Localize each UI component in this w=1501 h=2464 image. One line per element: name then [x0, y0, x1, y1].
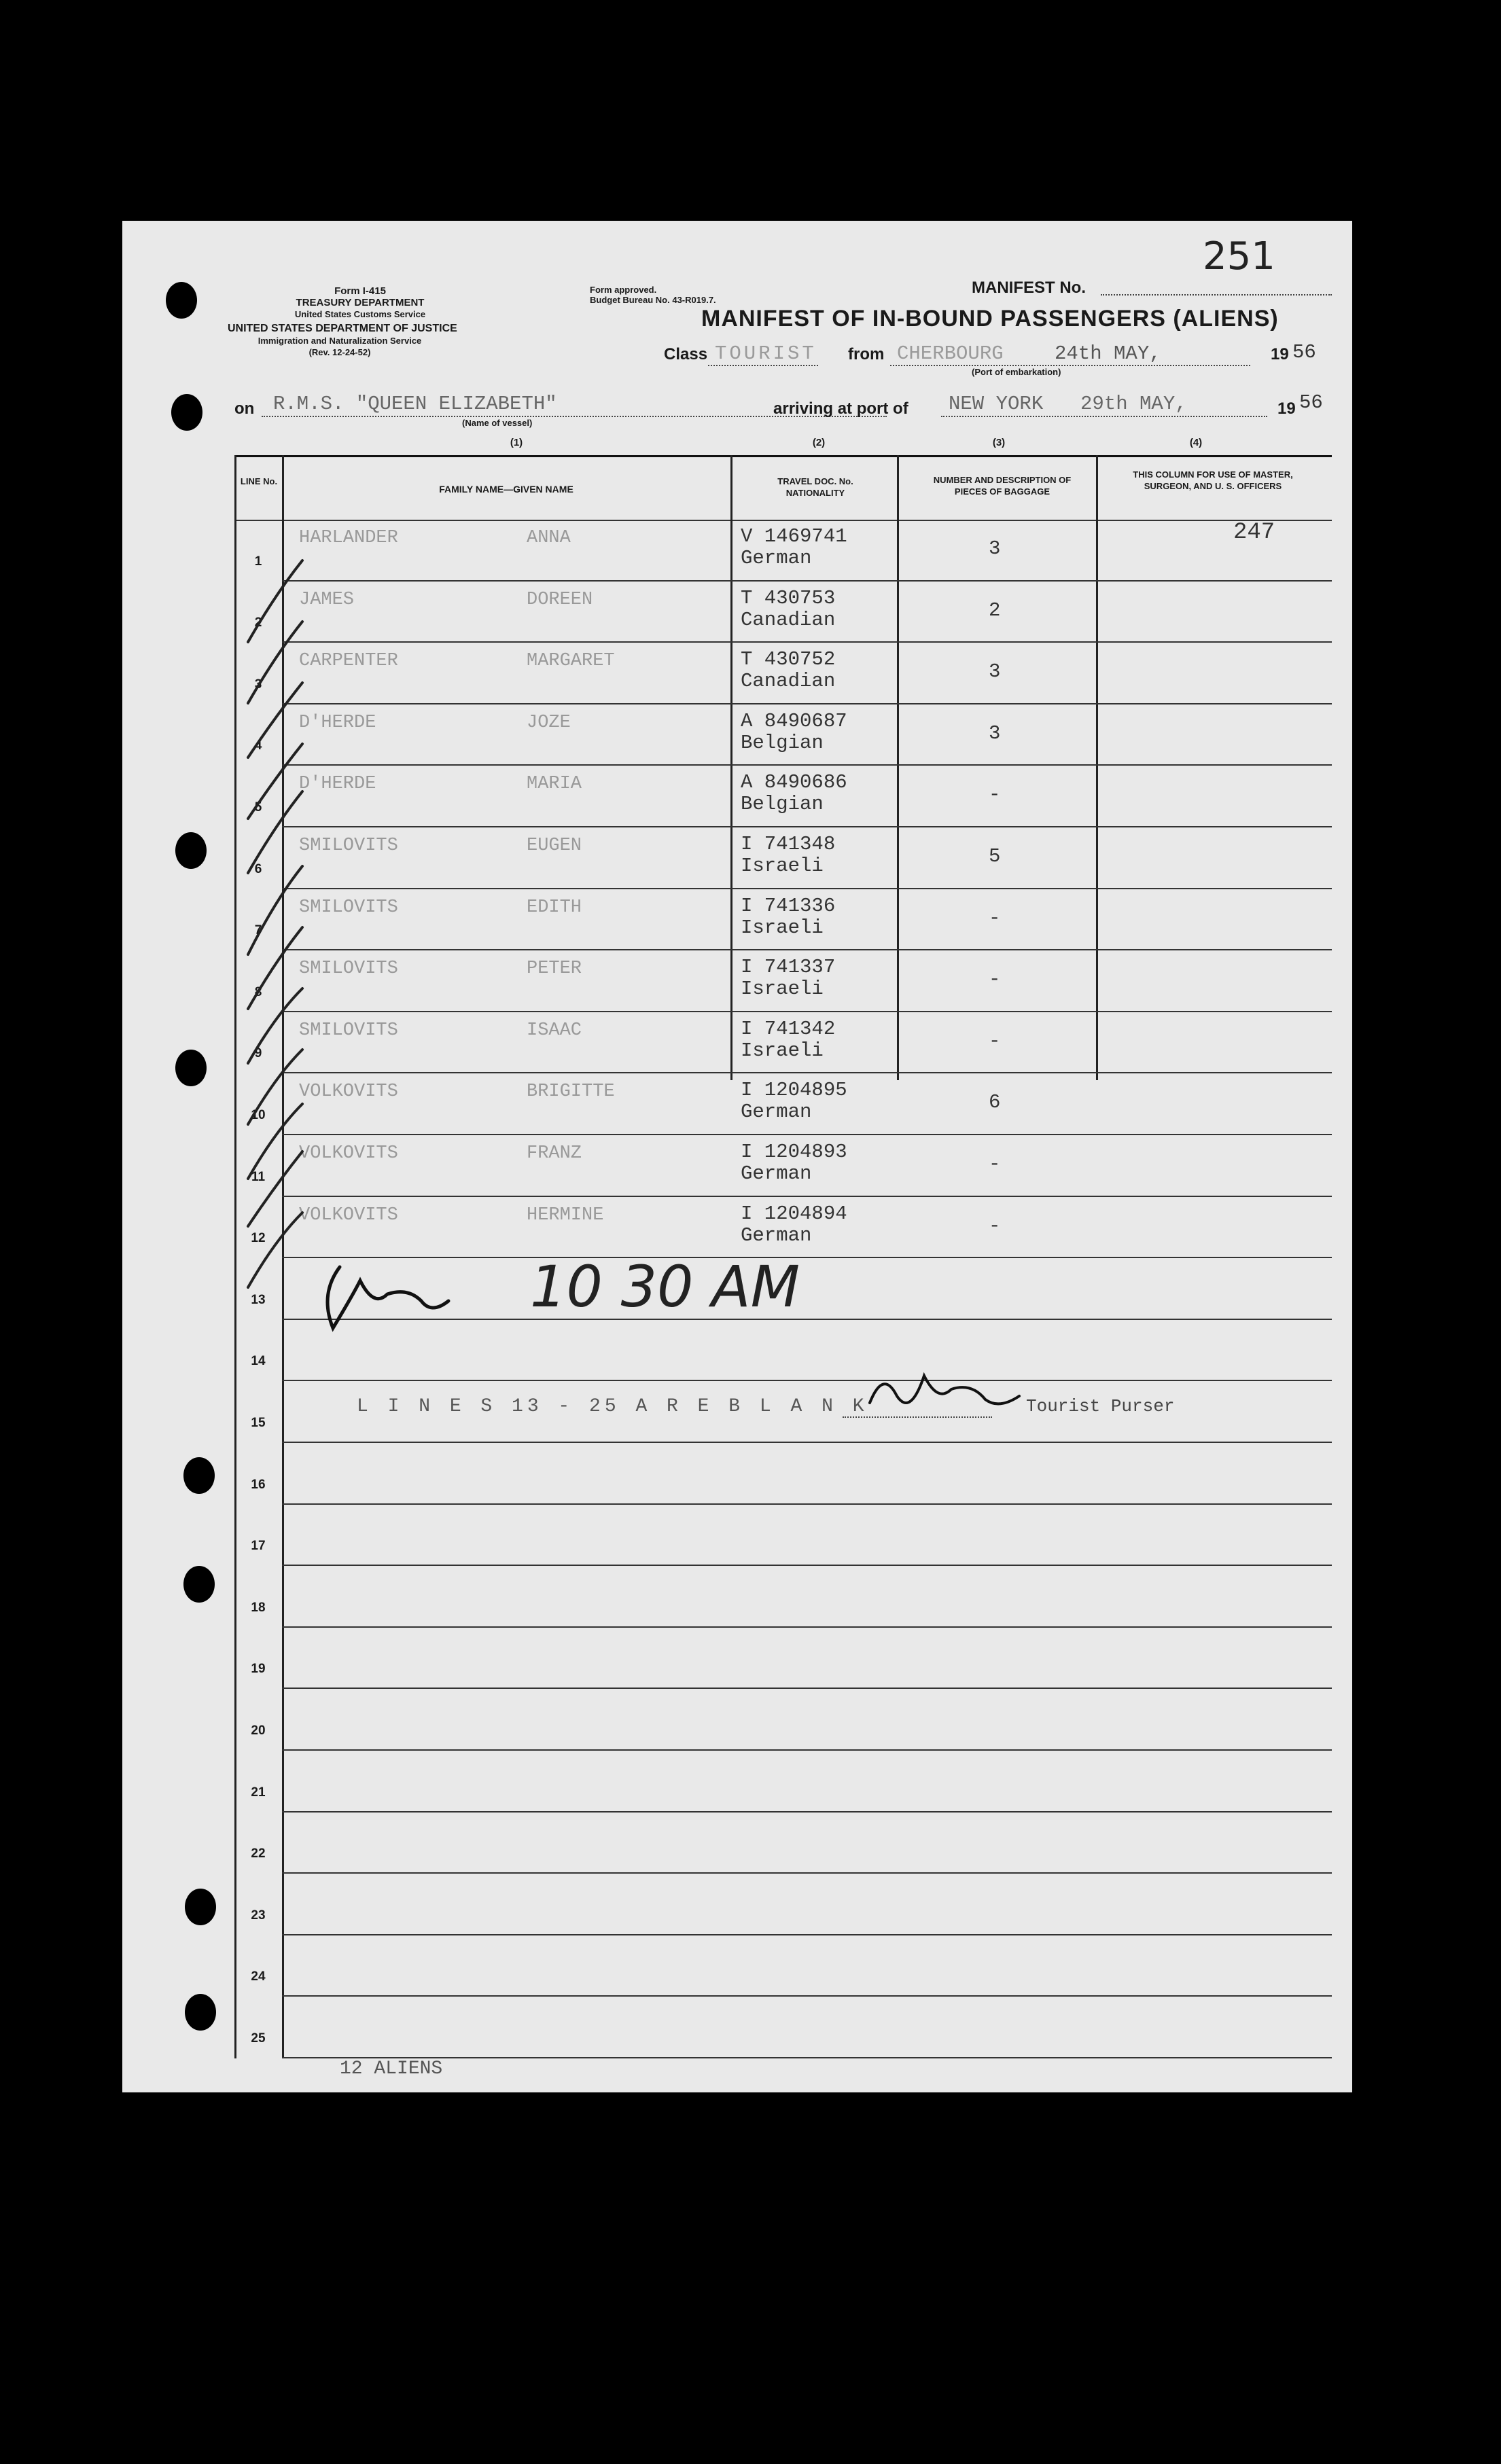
- table-row: [234, 1505, 1332, 1567]
- embarkation-date: 24th MAY,: [1055, 342, 1161, 365]
- embarkation-port: CHERBOURG: [897, 342, 1004, 365]
- line-number: 6: [254, 861, 262, 876]
- travel-doc-number: I 741336: [741, 894, 836, 917]
- given-name: DOREEN: [527, 589, 593, 610]
- officer-note: 247: [1233, 520, 1275, 546]
- family-name: VOLKOVITS: [299, 1204, 398, 1226]
- line-number: 21: [251, 1785, 266, 1800]
- table-row: [234, 1689, 1332, 1751]
- nationality: German: [741, 1101, 812, 1124]
- table-row: [234, 766, 1332, 827]
- given-name: HERMINE: [527, 1204, 604, 1226]
- column-1-number: (1): [510, 437, 523, 448]
- arrival-year-prefix: 19: [1277, 399, 1296, 418]
- table-row: [234, 582, 1332, 643]
- travel-doc-number: I 741337: [741, 956, 836, 979]
- binder-hole: [183, 1566, 215, 1603]
- line-number: 17: [251, 1539, 266, 1554]
- embark-year-prefix: 19: [1271, 345, 1289, 363]
- baggage-header: NUMBER AND DESCRIPTION OF PIECES OF BAGGAGE: [933, 475, 1072, 497]
- given-name: JOZE: [527, 712, 571, 733]
- nationality: Israeli: [741, 855, 824, 877]
- family-name: SMILOVITS: [299, 1020, 398, 1041]
- baggage-count: 5: [989, 845, 1001, 868]
- baggage-count: -: [989, 1029, 1001, 1052]
- table-row: [234, 1935, 1332, 1997]
- binder-hole: [185, 1889, 216, 1925]
- baggage-count: 6: [989, 1091, 1001, 1114]
- form-approved: Form approved.: [590, 285, 657, 295]
- nationality: Israeli: [741, 978, 824, 1001]
- family-name: SMILOVITS: [299, 897, 398, 918]
- embarkation-field-line: [890, 365, 1250, 366]
- class-field-line: [708, 365, 818, 366]
- binder-hole: [175, 832, 207, 869]
- table-row: [234, 1813, 1332, 1874]
- nationality: Israeli: [741, 1039, 824, 1062]
- line-number: 22: [251, 1846, 266, 1861]
- column-4-number: (4): [1189, 437, 1203, 448]
- manifest-sheet: [122, 221, 1352, 2092]
- table-row: [234, 1874, 1332, 1935]
- family-name: VOLKOVITS: [299, 1082, 398, 1103]
- line-number: 11: [251, 1169, 266, 1184]
- ins-label: Immigration and Naturalization Service: [258, 336, 422, 346]
- line-number: 15: [251, 1415, 266, 1430]
- budget-bureau: Budget Bureau No. 43-R019.7.: [590, 295, 716, 305]
- binder-hole: [185, 1994, 216, 2031]
- travel-doc-number: I 1204895: [741, 1079, 847, 1102]
- travel-doc-number: T 430752: [741, 648, 836, 671]
- binder-hole: [171, 394, 202, 431]
- travel-doc-number: I 741342: [741, 1017, 836, 1040]
- line-number: 18: [251, 1600, 266, 1615]
- family-name: D'HERDE: [299, 774, 376, 795]
- arriving-label: arriving at port of: [773, 399, 908, 418]
- form-number: Form I-415: [334, 285, 386, 297]
- checkmark-strokes: [228, 520, 323, 1505]
- travel-doc-number: I 1204893: [741, 1141, 847, 1163]
- given-name: MARGARET: [527, 651, 615, 672]
- family-name: JAMES: [299, 589, 355, 610]
- table-row: [234, 1197, 1332, 1259]
- table-row: [234, 643, 1332, 704]
- binder-hole: [166, 282, 197, 319]
- line-number: 3: [254, 677, 262, 692]
- purser-signature: [856, 1349, 1026, 1423]
- family-name: SMILOVITS: [299, 959, 398, 980]
- line-number: 7: [254, 923, 262, 938]
- column-3-number: (3): [992, 437, 1006, 448]
- table-row: [234, 1566, 1332, 1628]
- table-row: [234, 950, 1332, 1012]
- embarkation-caption: (Port of embarkation): [972, 367, 1061, 377]
- line-number: 1: [254, 554, 262, 569]
- arrival-port: NEW YORK: [949, 393, 1044, 415]
- given-name: EUGEN: [527, 836, 582, 856]
- line-number: 25: [251, 2031, 266, 2046]
- line-number: 20: [251, 1723, 266, 1738]
- name-header: FAMILY NAME—GIVEN NAME: [439, 484, 573, 495]
- table-row: [234, 1135, 1332, 1197]
- baggage-count: -: [989, 1214, 1001, 1237]
- arrival-time-note: 10 30 AM: [530, 1253, 800, 1320]
- line-number: 2: [254, 615, 262, 630]
- line-number: 4: [254, 738, 262, 753]
- manifest-no-label: MANIFEST No.: [972, 279, 1086, 297]
- line-no-header: LINE No.: [240, 476, 278, 486]
- from-label: from: [848, 345, 885, 363]
- table-row: [234, 827, 1332, 889]
- table-row: [234, 704, 1332, 766]
- table-row: [234, 1997, 1332, 2058]
- nationality: German: [741, 547, 812, 569]
- travel-doc-number: A 8490686: [741, 771, 847, 794]
- line-number: 12: [251, 1231, 266, 1246]
- class-label: Class: [664, 345, 708, 363]
- family-name: D'HERDE: [299, 712, 376, 733]
- arrival-date: 29th MAY,: [1080, 393, 1187, 415]
- travel-doc-number: I 741348: [741, 833, 836, 855]
- baggage-count: -: [989, 783, 1001, 806]
- revision-label: (Rev. 12-24-52): [308, 347, 371, 357]
- nationality: German: [741, 1224, 812, 1247]
- nationality: Israeli: [741, 916, 824, 939]
- nationality: Belgian: [741, 731, 824, 754]
- given-name: ANNA: [527, 528, 571, 548]
- family-name: HARLANDER: [299, 528, 398, 548]
- doc-header: TRAVEL DOC. No. NATIONALITY: [777, 476, 853, 498]
- family-name: SMILOVITS: [299, 836, 398, 856]
- blank-lines-notice: L I N E S 13 - 25 A R E B L A N K: [357, 1396, 868, 1417]
- given-name: BRIGITTE: [527, 1082, 615, 1103]
- baggage-count: 3: [989, 537, 1001, 560]
- page-stamp: 251: [1203, 234, 1275, 279]
- nationality: Belgian: [741, 793, 824, 816]
- on-label: on: [234, 399, 255, 418]
- officers-header: THIS COLUMN FOR USE OF MASTER, SURGEON, AND U. S. OFFICERS: [1133, 469, 1293, 491]
- line-number: 10: [251, 1107, 266, 1122]
- customs-label: United States Customs Service: [294, 309, 426, 319]
- line-number: 14: [251, 1354, 266, 1369]
- baggage-count: 2: [989, 599, 1001, 622]
- family-name: VOLKOVITS: [299, 1143, 398, 1164]
- table-row: [234, 1443, 1332, 1505]
- baggage-count: -: [989, 1153, 1001, 1175]
- binder-hole: [175, 1050, 207, 1086]
- table-row: [234, 1012, 1332, 1074]
- baggage-count: 3: [989, 660, 1001, 683]
- line-number: 16: [251, 1477, 266, 1492]
- line-number: 5: [254, 800, 262, 815]
- given-name: MARIA: [527, 774, 582, 795]
- travel-doc-number: I 1204894: [741, 1202, 847, 1225]
- purser-title: Tourist Purser: [1026, 1396, 1175, 1416]
- baggage-count: -: [989, 968, 1001, 991]
- table-row: [234, 1073, 1332, 1135]
- embark-year: 56: [1292, 341, 1316, 363]
- handwritten-initials: [313, 1253, 455, 1342]
- given-name: ISAAC: [527, 1020, 582, 1041]
- line-number: 19: [251, 1662, 266, 1677]
- column-2-number: (2): [812, 437, 826, 448]
- baggage-count: 3: [989, 721, 1001, 745]
- justice-label: UNITED STATES DEPARTMENT OF JUSTICE: [228, 323, 457, 334]
- given-name: PETER: [527, 959, 582, 980]
- document-title: MANIFEST OF IN-BOUND PASSENGERS (ALIENS): [701, 306, 1279, 332]
- table-row: [234, 889, 1332, 951]
- line-number: 8: [254, 984, 262, 999]
- given-name: FRANZ: [527, 1143, 582, 1164]
- table-row: [234, 1751, 1332, 1813]
- travel-doc-number: T 430753: [741, 586, 836, 609]
- travel-doc-number: A 8490687: [741, 709, 847, 732]
- table-row: [234, 520, 1332, 582]
- vessel-caption: (Name of vessel): [462, 418, 533, 428]
- line-number: 23: [251, 1908, 266, 1923]
- given-name: EDITH: [527, 897, 582, 918]
- family-name: CARPENTER: [299, 651, 398, 672]
- manifest-no-field: [1101, 294, 1332, 296]
- baggage-count: -: [989, 906, 1001, 929]
- table-row: [234, 1628, 1332, 1690]
- arrival-field-line: [941, 416, 1267, 417]
- class-value: TOURIST: [715, 342, 817, 365]
- arrival-year: 56: [1299, 391, 1323, 414]
- nationality: Canadian: [741, 608, 836, 631]
- travel-doc-number: V 1469741: [741, 525, 847, 548]
- treasury-label: TREASURY DEPARTMENT: [296, 297, 425, 308]
- vessel-name: R.M.S. "QUEEN ELIZABETH": [273, 393, 557, 415]
- line-number: 13: [251, 1292, 266, 1307]
- nationality: Canadian: [741, 670, 836, 693]
- binder-hole: [183, 1457, 215, 1494]
- nationality: German: [741, 1162, 812, 1185]
- alien-total: 12 ALIENS: [340, 2058, 443, 2079]
- line-number: 9: [254, 1046, 262, 1061]
- line-number: 24: [251, 1969, 266, 1984]
- table-top-rule: [234, 455, 1332, 457]
